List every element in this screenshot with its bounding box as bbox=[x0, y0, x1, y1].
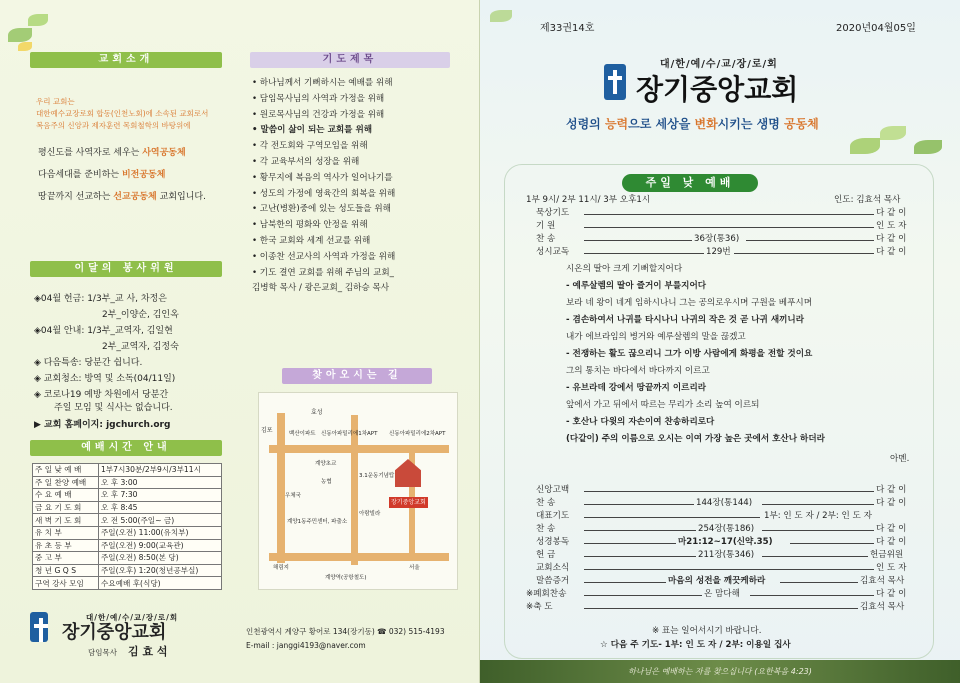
leaf-decoration-icon bbox=[28, 14, 48, 26]
map-road bbox=[269, 553, 449, 561]
map-label: 해림지 bbox=[273, 565, 289, 571]
prayer-item: • 각 전도회와 구역모임을 위해 bbox=[252, 141, 368, 152]
reading-line: - 겸손하여서 나귀를 타시나니 나귀의 작은 것 곧 나귀 새끼니라 bbox=[566, 315, 805, 325]
order-item-name: 묵상기도 bbox=[536, 208, 570, 218]
amen: 아멘. bbox=[890, 454, 910, 464]
servant-item: 2부_이양순, 김인옥 bbox=[102, 310, 179, 320]
footer-address: 인천광역시 계양구 황어로 134(장기동) ☎ 032) 515-4193 bbox=[246, 627, 445, 636]
schedule-name: 주 일 낮 예 배 bbox=[33, 464, 99, 477]
order-item-right: 다 같 이 bbox=[876, 589, 907, 599]
vision-line: 평신도를 사역자로 세우는 사역공동체 bbox=[38, 148, 186, 158]
vision-line: 땅끝까지 선교하는 선교공동체 교회입니다. bbox=[38, 192, 206, 202]
servant-item: ◈ 교회청소: 방역 및 소독(04/11일) bbox=[34, 374, 176, 384]
schedule-name: 구역 강사 모임 bbox=[33, 577, 99, 590]
leader-dots bbox=[584, 543, 676, 544]
table-row bbox=[33, 552, 222, 565]
order-item-name: 기 원 bbox=[536, 221, 556, 231]
leaf-decoration-icon bbox=[490, 10, 512, 22]
map-label: 아람빌라 bbox=[359, 511, 381, 517]
table-row bbox=[33, 577, 222, 590]
leader-dots bbox=[734, 253, 874, 254]
table-row bbox=[33, 539, 222, 552]
schedule-name: 새 벽 기 도 회 bbox=[33, 514, 99, 527]
church-name: 장기중앙교회 bbox=[636, 73, 799, 106]
reading-line: - 호산나 다윗의 자손이여 찬송하리로다 bbox=[566, 417, 715, 427]
schedule-heading: 예배시간 안내 bbox=[30, 440, 222, 456]
reading-line: 시온의 딸아 크게 기뻐할지어다 bbox=[566, 264, 683, 274]
schedule-time: 주일(오전) 11:00(유치부) bbox=[98, 526, 221, 539]
schedule-time: 주일(오전) 9:00(교육관) bbox=[98, 539, 221, 552]
footer-church-name: 장기중앙교회 bbox=[62, 622, 167, 643]
prayer-item: 김병학 목사 / 광은교회_ 김하승 목사 bbox=[252, 283, 390, 294]
leader-dots bbox=[584, 517, 760, 518]
sermon-title: 마음의 성전을 깨끗케하라 bbox=[668, 576, 766, 586]
order-item-right: 다 같 이 bbox=[876, 247, 907, 257]
order-item-name: 교회소식 bbox=[536, 563, 570, 573]
leader-dots bbox=[762, 530, 874, 531]
table-row bbox=[33, 464, 222, 477]
leader-dots bbox=[584, 530, 696, 531]
reading-line: 보라 네 왕이 네게 임하시나니 그는 공의로우시며 구원을 베푸시며 bbox=[566, 298, 812, 308]
leader-dots bbox=[584, 595, 702, 596]
prayer-item: • 원로목사님의 건강과 가정을 위해 bbox=[252, 109, 385, 120]
schedule-time: 오 후 7:30 bbox=[98, 489, 221, 502]
leader-dots bbox=[746, 240, 874, 241]
prayer-item: • 말씀이 삶이 되는 교회를 위해 bbox=[252, 125, 373, 136]
schedule-time: 오 후 8:45 bbox=[98, 501, 221, 514]
schedule-name: 유 치 부 bbox=[33, 526, 99, 539]
leader-dots bbox=[584, 214, 874, 215]
leader-dots bbox=[584, 227, 874, 228]
schedule-time: 오 후 3:00 bbox=[98, 476, 221, 489]
leader-dots bbox=[584, 608, 858, 609]
next-week-prayer: ☆ 다음 주 기도- 1부: 인 도 자 / 2부: 이용일 집사 bbox=[600, 640, 791, 650]
order-item-mid: 129번 bbox=[706, 247, 731, 257]
map-label: 김포 bbox=[261, 427, 273, 434]
prayer-item: • 이종찬 선교사의 사역과 가정을 위해 bbox=[252, 251, 396, 262]
order-item-name: 신앙고백 bbox=[536, 485, 570, 495]
reading-line: 내가 에브라임의 병거와 예루살렘의 말을 끊겠고 bbox=[566, 332, 746, 342]
prayer-item: • 고난(병환)중에 있는 성도들을 위해 bbox=[252, 204, 391, 215]
leader-dots bbox=[584, 491, 874, 492]
prayer-item: • 남북한의 평화와 안정을 위해 bbox=[252, 220, 368, 231]
map-label: 농협 bbox=[321, 479, 332, 485]
leader-dots bbox=[780, 582, 858, 583]
order-item-mid: 254장(통186) bbox=[698, 524, 755, 534]
bottom-verse-ref: (요한복음 4:23) bbox=[754, 667, 812, 676]
schedule-time: 주일(오전) 8:50(본 당) bbox=[98, 552, 221, 565]
map-label: 우체국 bbox=[285, 493, 301, 499]
servant-item: ◈04월 헌금: 1/3부_교 사, 차정은 bbox=[34, 294, 167, 304]
map-label: 계양역(공항철도) bbox=[325, 575, 367, 581]
vision-line: 다음세대를 준비하는 비전공동체 bbox=[38, 170, 166, 180]
leader-dots bbox=[584, 253, 704, 254]
order-item-name: ※폐회찬송 bbox=[526, 589, 567, 599]
prayer-item: • 성도의 가정에 영육간의 회복을 위해 bbox=[252, 188, 396, 199]
schedule-table bbox=[32, 463, 222, 590]
schedule-name: 수 요 예 배 bbox=[33, 489, 99, 502]
leaf-decoration-icon bbox=[880, 126, 906, 140]
service-title: 주일 낮 예배 bbox=[622, 174, 758, 192]
leader-dots bbox=[790, 543, 874, 544]
service-leader: 인도: 김효석 목사 bbox=[834, 195, 901, 205]
map-heading: 찾아오시는 길 bbox=[282, 368, 432, 384]
table-row bbox=[33, 476, 222, 489]
schedule-name: 청 년 G Q S bbox=[33, 564, 99, 577]
map-label: 효성 bbox=[311, 409, 323, 416]
intro-line: 우리 교회는 bbox=[36, 97, 75, 106]
leaf-decoration-icon bbox=[8, 28, 32, 42]
issue-date: 2020년04월05일 bbox=[836, 23, 916, 34]
pastor-name: 김 효 석 bbox=[128, 645, 168, 658]
leader-dots bbox=[584, 240, 692, 241]
church-logo-icon bbox=[604, 64, 626, 100]
map-label: 신동아파밀리에1차APT bbox=[321, 431, 378, 437]
footer-email[interactable]: E-mail : janggi4193@naver.com bbox=[246, 641, 366, 650]
map-label: 계양1동주민센터, 파출소 bbox=[287, 519, 348, 525]
schedule-name: 금 요 기 도 회 bbox=[33, 501, 99, 514]
leader-dots bbox=[584, 504, 694, 505]
table-row bbox=[33, 501, 222, 514]
bottom-verse-strip bbox=[480, 660, 960, 683]
prayer-item: • 각 교육부서의 성장을 위해 bbox=[252, 156, 360, 167]
order-item-right: 헌금위원 bbox=[870, 550, 904, 560]
schedule-name: 유 초 등 부 bbox=[33, 539, 99, 552]
intro-heading: 교회소개 bbox=[30, 52, 222, 68]
table-row bbox=[33, 489, 222, 502]
prayer-item: • 담임목사님의 사역과 가정을 위해 bbox=[252, 93, 385, 104]
order-item-mid: 211장(통346) bbox=[698, 550, 755, 560]
order-item-name: 성시교독 bbox=[536, 247, 570, 257]
schedule-time: 1부7시30분/2부9시/3부11시 bbox=[98, 464, 221, 477]
church-logo-icon bbox=[30, 612, 48, 642]
order-item-mid: 1부: 인 도 자 / 2부: 인 도 자 bbox=[764, 511, 872, 521]
leader-dots bbox=[584, 556, 696, 557]
reading-line: - 전쟁하는 활도 끊으리니 그가 이방 사람에게 화평을 전할 것이요 bbox=[566, 349, 813, 359]
order-item-name: 말씀증거 bbox=[536, 576, 570, 586]
reading-line: 그의 통치는 바다에서 바다까지 이르고 bbox=[566, 366, 710, 376]
order-item-right: 다 같 이 bbox=[876, 485, 907, 495]
map-label: 백산이파트 bbox=[289, 431, 316, 437]
denomination: 대/한/예/수/교/장/로/회 bbox=[660, 59, 778, 70]
servant-item: 2부_교역자, 김정숙 bbox=[102, 342, 179, 352]
prayer-item: • 한국 교회와 세계 선교를 위해 bbox=[252, 235, 371, 246]
order-item-right: 인 도 자 bbox=[876, 563, 907, 573]
intro-line: 복음주의 신앙과 제자훈련 목회철학의 바탕위에 bbox=[36, 121, 191, 130]
church-marker[interactable]: 장기중앙교회 bbox=[391, 499, 426, 506]
order-item-mid: 마21:12~17(신약.35) bbox=[678, 537, 773, 547]
intro-line: 대한예수교장로회 합동(인천노회)에 소속된 교회로서 bbox=[36, 109, 209, 118]
leaf-decoration-icon bbox=[850, 138, 880, 154]
standing-note: ※ 표는 일어서시기 바랍니다. bbox=[652, 626, 762, 636]
leader-dots bbox=[584, 569, 874, 570]
table-row bbox=[33, 564, 222, 577]
order-item-name: 찬 송 bbox=[536, 234, 556, 244]
issue-number: 제33권14호 bbox=[540, 23, 595, 34]
order-item-mid: 36장(통36) bbox=[694, 234, 740, 244]
reading-line: 앞에서 가고 뒤에서 따르는 무리가 소리 높여 이르되 bbox=[566, 400, 760, 410]
order-item-right: 다 같 이 bbox=[876, 234, 907, 244]
church-icon bbox=[395, 459, 421, 487]
order-item-right: 김효석 목사 bbox=[860, 576, 905, 586]
order-item-mid: 온 맘다해 bbox=[704, 589, 740, 599]
leader-dots bbox=[750, 595, 874, 596]
table-row bbox=[33, 514, 222, 527]
leaf-decoration-icon bbox=[914, 140, 942, 154]
prayer-list bbox=[252, 76, 470, 297]
order-item-name: 찬 송 bbox=[536, 498, 556, 508]
leader-dots bbox=[762, 556, 868, 557]
order-item-name: 대표기도 bbox=[536, 511, 570, 521]
map-label: 서울 bbox=[409, 565, 420, 571]
directions-map bbox=[258, 392, 458, 590]
schedule-name: 중 고 부 bbox=[33, 552, 99, 565]
reading-line: (다같이) 주의 이름으로 오시는 이여 가장 높은 곳에서 호산나 하더라 bbox=[566, 434, 825, 444]
schedule-time: 수요예배 후(식당) bbox=[98, 577, 221, 590]
order-item-right: 다 같 이 bbox=[876, 498, 907, 508]
prayer-item: • 하나님께서 기뻐하시는 예배를 위해 bbox=[252, 78, 393, 88]
homepage-link[interactable]: ▶ 교회 홈페이지: jgchurch.org bbox=[34, 420, 171, 430]
order-item-name: 찬 송 bbox=[536, 524, 556, 534]
reading-line: - 예루살렘의 딸아 즐거이 부를지어다 bbox=[566, 281, 707, 291]
order-item-right: 다 같 이 bbox=[876, 537, 907, 547]
servants-heading: 이달의 봉사위원 bbox=[30, 261, 222, 277]
schedule-time: 주일(오후) 1:20(청년공부실) bbox=[98, 564, 221, 577]
order-item-name: 성경봉독 bbox=[536, 537, 570, 547]
service-times: 1부 9시/ 2부 11시/ 3부 오후1시 bbox=[526, 195, 651, 205]
leader-dots bbox=[584, 582, 666, 583]
map-label: 신동아파밀리에2차APT bbox=[389, 431, 446, 437]
servant-item: ◈ 다음특송: 당분간 쉽니다. bbox=[34, 358, 143, 368]
footer-denomination: 대/한/예/수/교/장/로/회 bbox=[86, 613, 179, 622]
schedule-name: 주 일 찬양 예배 bbox=[33, 476, 99, 489]
church-slogan: 성령의 능력으로 세상을 변화시키는 생명 공동체 bbox=[566, 117, 819, 131]
table-row bbox=[33, 526, 222, 539]
servant-item: ◈ 코로나19 예방 차원에서 당분간 bbox=[34, 390, 169, 400]
order-item-name: ※축 도 bbox=[526, 602, 553, 612]
order-item-name: 헌 금 bbox=[536, 550, 556, 560]
schedule-time: 오 전 5:00(주일~ 금) bbox=[98, 514, 221, 527]
leader-dots bbox=[762, 504, 874, 505]
pastor-label: 담임목사 bbox=[88, 648, 117, 657]
servant-item: ◈04월 안내: 1/3부_교역자, 김일현 bbox=[34, 326, 173, 336]
prayer-heading: 기도제목 bbox=[250, 52, 450, 68]
flower-decoration-icon bbox=[18, 42, 32, 51]
order-item-mid: 144장(통144) bbox=[696, 498, 753, 508]
servant-item: 주일 모임 및 식사는 없습니다. bbox=[54, 403, 173, 413]
order-item-right: 다 같 이 bbox=[876, 208, 907, 218]
order-item-right: 김효석 목사 bbox=[860, 602, 905, 612]
order-item-right: 인 도 자 bbox=[876, 221, 907, 231]
prayer-item: • 기도 결연 교회를 위해 주님의 교회_ bbox=[252, 267, 394, 278]
prayer-item: • 황무지에 복음의 역사가 일어나기를 bbox=[252, 172, 393, 183]
order-item-right: 다 같 이 bbox=[876, 524, 907, 534]
map-label: 3.1운동기념탑 bbox=[359, 473, 395, 479]
reading-line: - 유브라데 강에서 땅끝까지 이르리라 bbox=[566, 383, 707, 393]
map-road bbox=[269, 445, 449, 453]
map-road bbox=[277, 413, 285, 563]
map-label: 계양초교 bbox=[315, 461, 337, 467]
bottom-verse: 하나님은 예배하는 자를 찾으십니다 bbox=[628, 667, 752, 676]
